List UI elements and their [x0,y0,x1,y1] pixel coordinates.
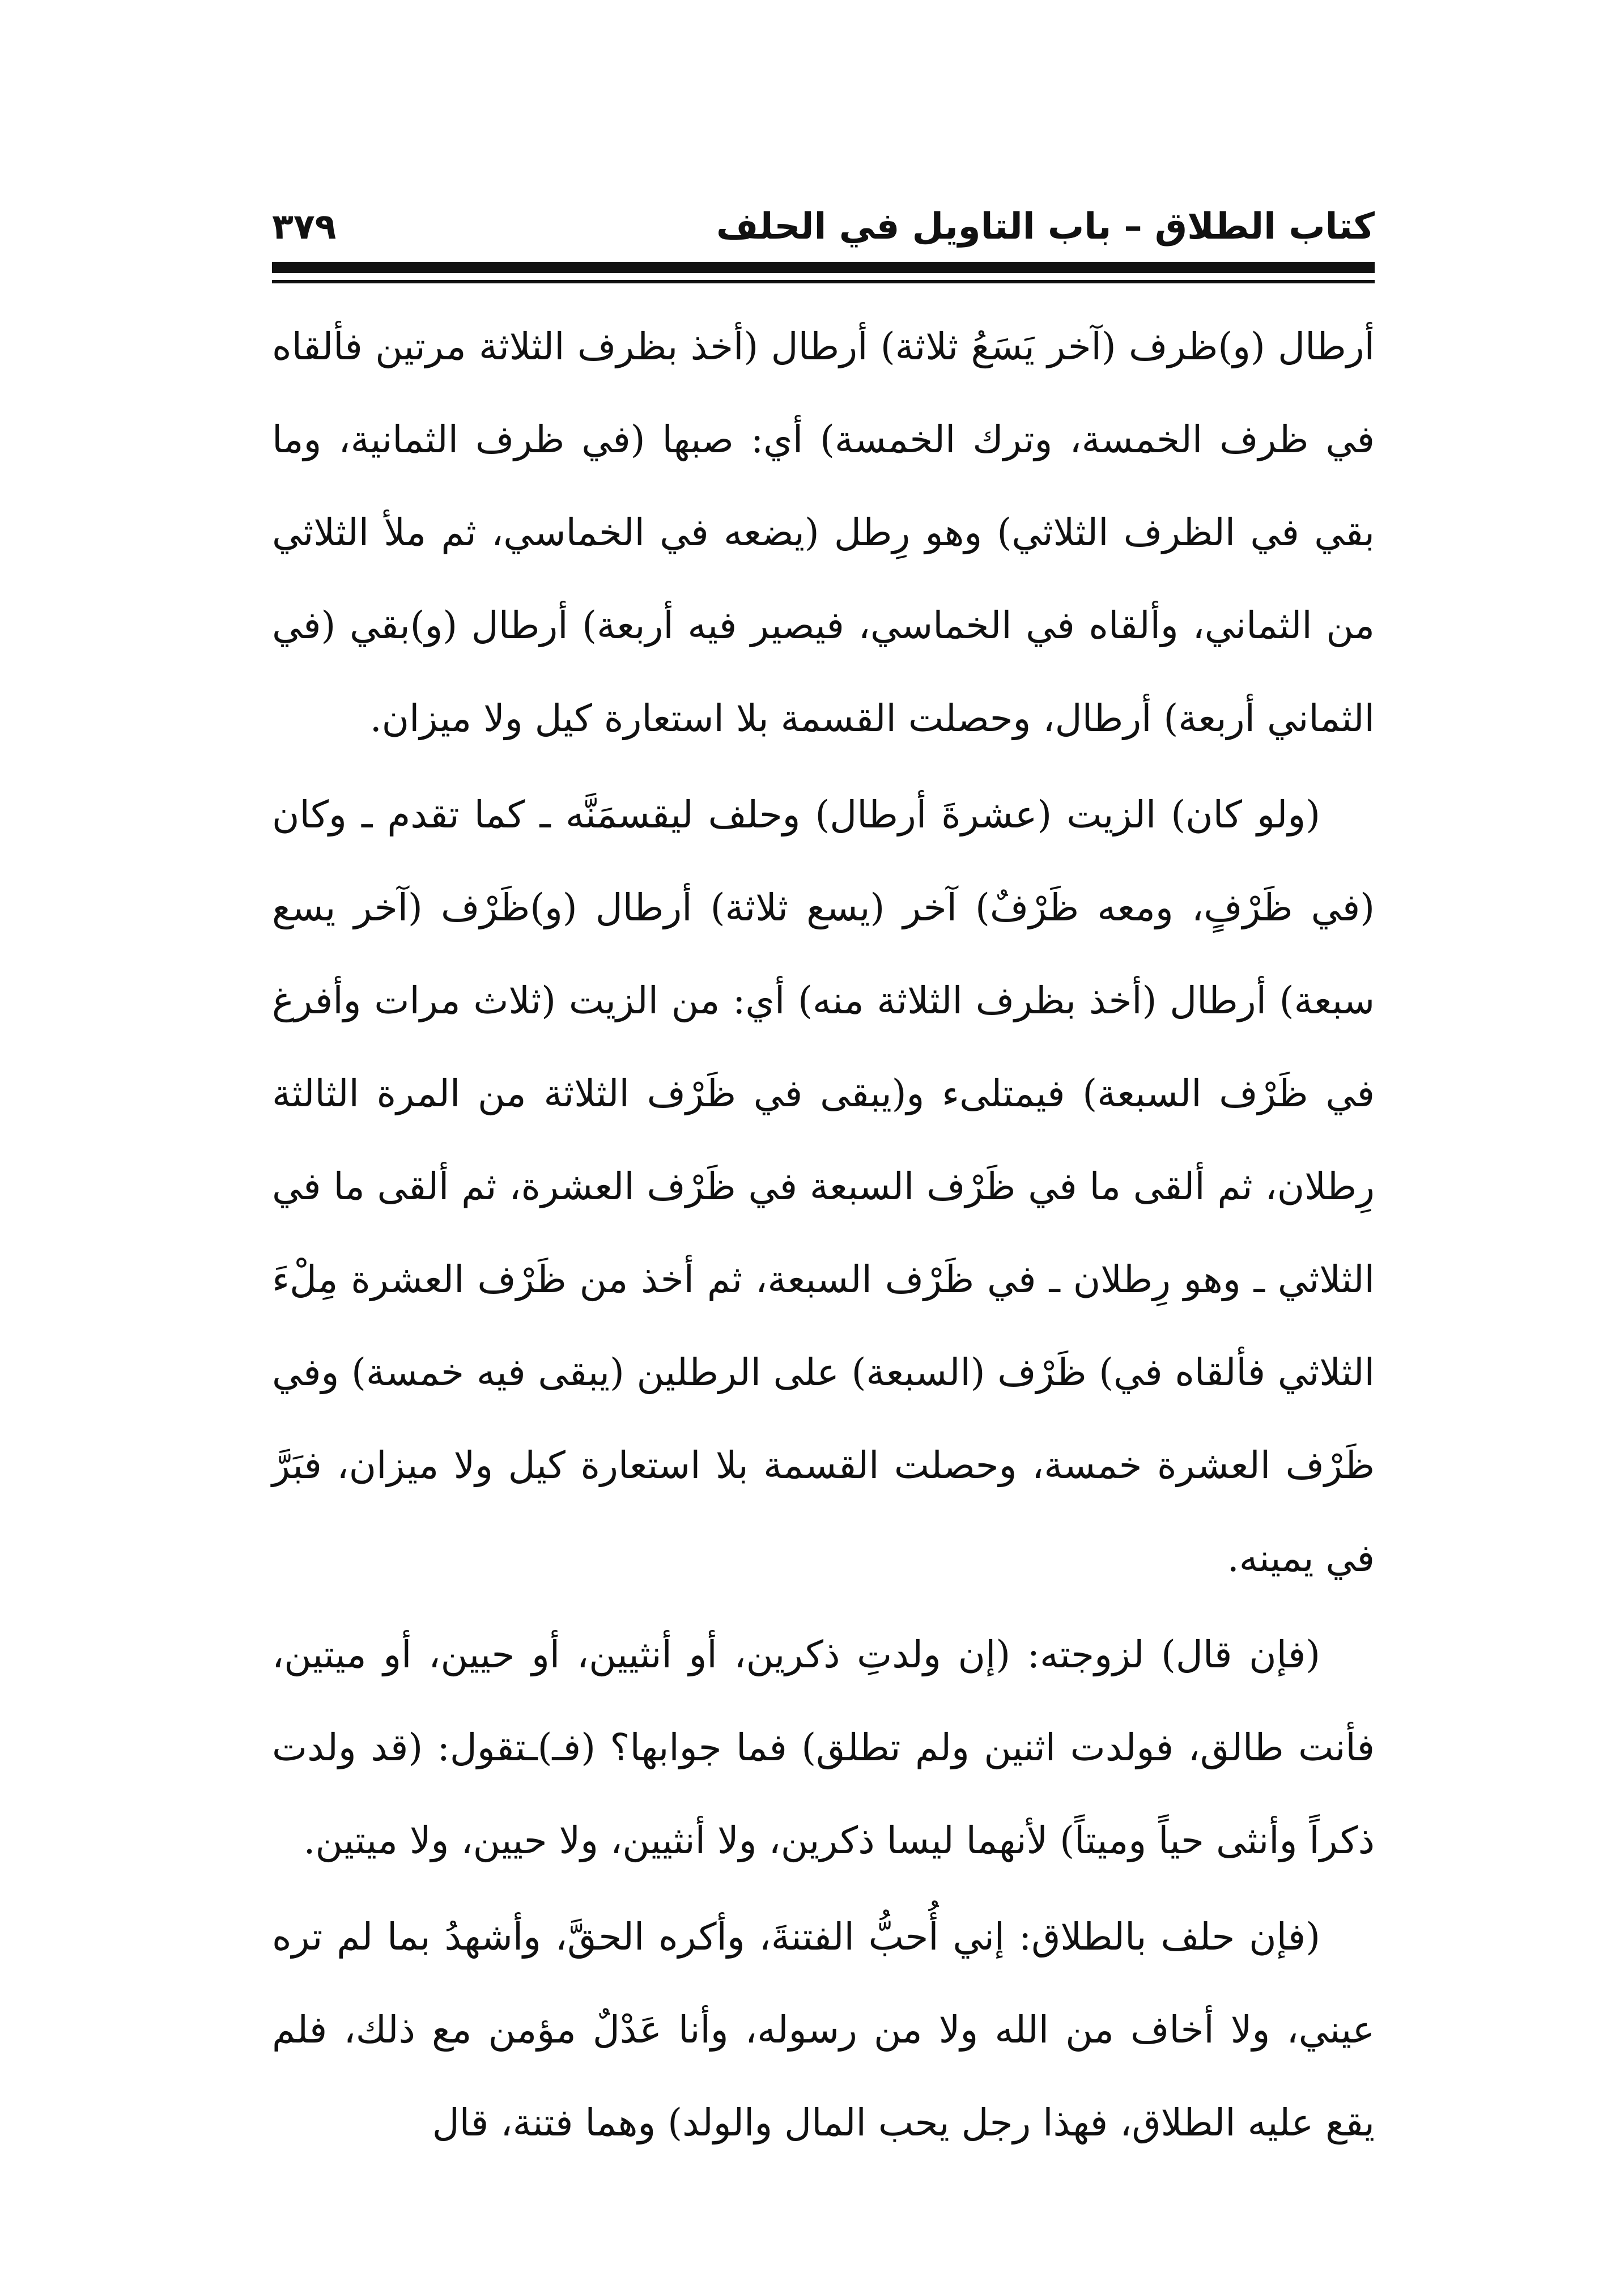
header-rule-thick [272,262,1375,273]
paragraph-1: أرطال (و)ظرف (آخر يَسَعُ ثلاثة) أرطال (أخذ بظرف الثلاثة مرتين فألقاه في ظرف الخمسة، وترك الخمسة) أي: صبها (في ظرف الثمانية، وما بقي في الظرف الثلاثي) وهو رِطل (يضعه في الخماسي، ثم ملأ الثلاثي من الثماني، وألقاه في الخماسي، فيصير فيه أربعة) أرطال (و)بقي (في الثماني أربعة) أرطال، وحصلت القسمة بلا استعارة كيل ولا ميزان. [272,325,1375,740]
running-title: كتاب الطلاق – باب التاويل في الحلف [716,206,1375,248]
paragraph-2: (ولو كان) الزيت (عشرةَ أرطال) وحلف ليقسمَنَّه ـ كما تقدم ـ وكان (في ظَرْفٍ، ومعه ظَرْفٌ) آخر (يسع ثلاثة) أرطال (و)ظَرْف (آخر يسع سبعة) أرطال (أخذ بظرف الثلاثة منه) أي: من الزيت (ثلاث مرات وأفرغ في ظَرْف السبعة) فيمتلىء و(يبقى في ظَرْف الثلاثة من المرة الثالثة رِطلان، ثم ألقى ما في ظَرْف السبعة في ظَرْف العشرة، ثم ألقى ما في الثلاثي ـ وهو رِطلان ـ في ظَرْف السبعة، ثم أخذ من ظَرْف العشرة مِلْءَ الثلاثي فألقاه في) ظَرْف (السبعة) على الرطلين (يبقى فيه خمسة) وفي ظَرْف العشرة خمسة، وحصلت القسمة بلا استعارة كيل ولا ميزان، فبَرَّ في يمينه. [272,793,1375,1580]
page-number: ٣٧٩ [272,206,337,247]
paragraph-3: (فإن قال) لزوجته: (إن ولدتِ ذكرين، أو أنثيين، أو حيين، أو ميتين، فأنت طالق، فولدت اثنين ولم تطلق) فما جوابها؟ (فـ)ـتقول: (قد ولدت ذكراً وأنثى حياً وميتاً) لأنهما ليسا ذكرين، ولا أنثيين، ولا حيين، ولا ميتين. [272,1633,1375,1862]
body-text [272,300,1375,2173]
header-rule-thin [272,280,1375,283]
page-header [272,196,1375,258]
paragraph-4: (فإن حلف بالطلاق: إني أُحبُّ الفتنةَ، وأكره الحقَّ، وأشهدُ بما لم تره عيني، ولا أخاف من الله ولا من رسوله، وأنا عَدْلٌ مؤمن مع ذلك، فلم يقع عليه الطلاق، فهذا رجل يحب المال والولد) وهما فتنة، قال [272,1915,1375,2145]
